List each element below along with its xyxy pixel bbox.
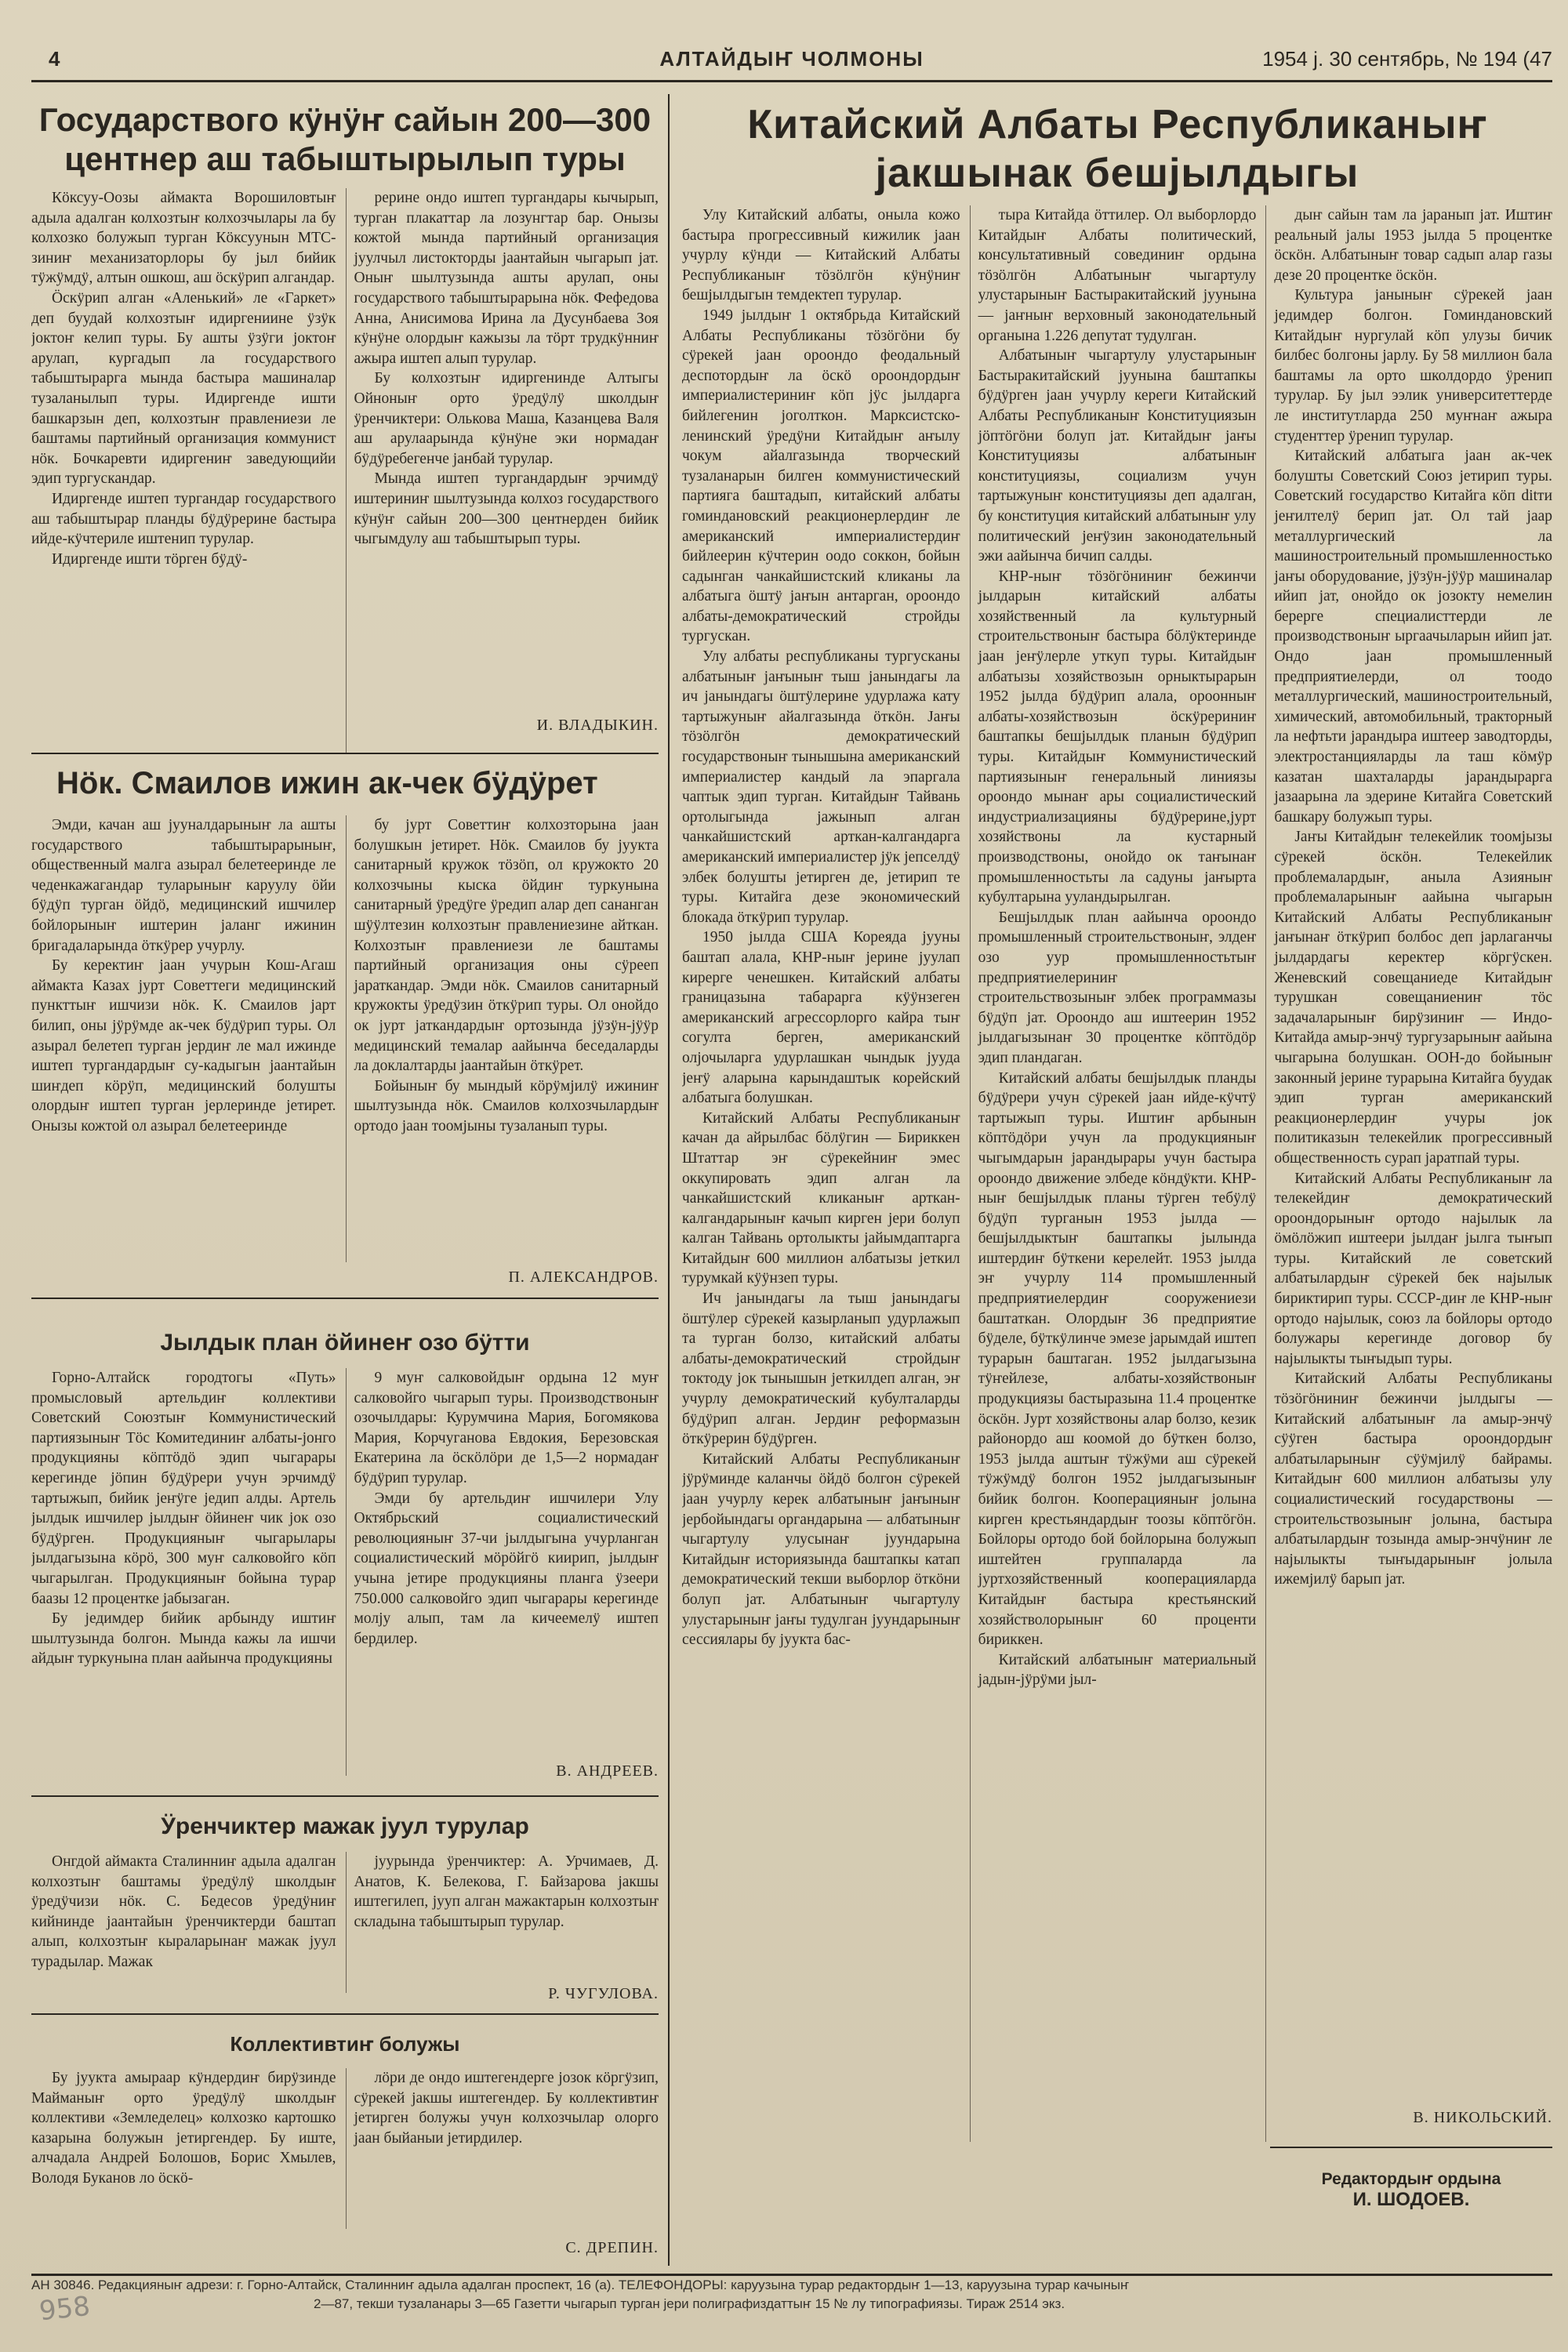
- article-column: [31, 1852, 336, 1993]
- article-paragraph: Ич јанындагы ла тыш јанындагы ӧштӱлер сӱрекей казырланып удурлажып та турган болзо, китайский албаты албаты-демократический стройдыҥ токтоду јок тынышын јеткилдеп алган, эҥ учурлу демократический кубулталарды бӱдӱрип алган. Јердиҥ реформазын ӧткӱрерин бӱдӱрген.: [682, 1290, 960, 1448]
- article-paragraph: Бешјылдык план аайынча ороондо промышленный строительствоныҥ, элдеҥ озо уур промышленностьтыҥ предприятиелериниҥ строительствозыныҥ элбек программазы бӱдӱп јат. Ороондо аш иштеерин 1952 јылдагызынаҥ 30 процентке кӧптӧдӧр эдип пландаган.: [978, 909, 1257, 1066]
- section-rule: [1270, 2147, 1552, 2148]
- article-signature-block: [31, 1759, 659, 1780]
- article-signature: Р. ЧУГУЛОВА.: [548, 1985, 659, 2002]
- article-paragraph: Китайский Албаты Республиканыҥ качан да айрылбас бӧлӱгин — Бириккен Штаттар эҥ сӱрекейниҥ эмес оккупировать эдип алган ла чанкайшистский кликаныҥ арткан-калгандарыныҥ качып кирген јери болуп калган Тайвань ортолыкты јайымдаптарга Китайдыҥ 600 миллион албатызы јеткил турумкай кӱӱнзеп туры.: [682, 1109, 960, 1287]
- article-body: [31, 1368, 659, 1776]
- article-paragraph: Улу албаты республиканы тургусканы албатыныҥ јаҥыныҥ тыш јанындагы ла ич јанындагы ӧштӱлерине удурлажа кату тартыжуныҥ айалгазында ӧткӧн. Јаҥы тӧзӧлгӧн демократический государствоныҥ тынышына американский империалистер кандый ла эпаргала чаптык эдип турган. Китайдыҥ Тайвань ортолыгында јажынып алган чанкайшистский арткан-калгандарга американский империалистер јӱк јепселдӱ элбек болушты јетирген де, јетирип те туры. Китайга дезе экономический блокада ӧткӱрип турулар.: [682, 648, 960, 926]
- issue-date: 1954 ј. 30 сентябрь, № 194 (47: [1262, 47, 1552, 71]
- newspaper-title: АЛТАЙДЫҤ ЧОЛМОНЫ: [659, 47, 924, 71]
- article-paragraph: 9 муҥ салковойдыҥ ордына 12 муҥ салковойго чыгарып туры. Производствоныҥ озочылдары: Курумчина Мария, Богомякова Мария, Корчуганова Евдокия, Березовская Екатерина ла ӧскӧлӧри де 1,5—2 нормадаҥ бӱдӱрип турулар.: [354, 1370, 659, 1486]
- pencil-note: 958: [38, 2290, 92, 2328]
- article-paragraph: дыҥ сайын там ла јаранып јат. Иштиҥ реальный јалы 1953 јылда 5 процентке ӧскӧн. Албатыныҥ товар садып алар газы дезе 20 процентке ӧскӧн.: [1274, 207, 1553, 284]
- article-pupils: [31, 1813, 659, 1841]
- article-paragraph: Китайский Албаты Республиканыҥ ла телекейдиҥ демократический ороондорыныҥ ортодо најылык ла ӧмӧлӧжип иштеери јылдаҥ јылга тыҥып туры. Китайский ле советский албатылардыҥ сӱрекей бек најылык бириктирип туры. СССР-диҥ ле КНР-ныҥ ортодо најылык, союз ла бойлоры ортодо болужары керегинде договор бу најылыкты тыҥыдып туры.: [1274, 1170, 1553, 1367]
- article-body: [31, 815, 659, 1262]
- article-paragraph: лӧри де ондо иштегендерге јозок кӧргӱзип, сӱрекей јакшы иштегендер. Бу коллективтиҥ јетирген болужы учун колхозчылар олорго јаан быйаныи јетирдилер.: [354, 2070, 659, 2147]
- article-annual-plan: [31, 1329, 659, 1357]
- article-paragraph: Идиргенде ишти тӧрген бӱдӱ-: [52, 550, 248, 568]
- article-body: [31, 2068, 659, 2229]
- article-paragraph: Бойыныҥ бу мындый кӧрӱмјилӱ ижиниҥ шылтузында нӧк. Смаилов колхозчылардыҥ ортодо јаан тоомјыны тузаланып туры.: [354, 1077, 659, 1134]
- imprint-line: 2—87, текши тузаланары 3—65 Газетти чыгарып турган јери полиграфиздаттыҥ 15 № лу типографиязы. Тираж 2514 экз.: [314, 2296, 1065, 2311]
- article-paragraph: Бу колхозтыҥ идиргенинде Алтыгы Ойноныҥ орто ӱредӱлӱ школдыҥ ӱренчиктери: Олькова Маша, Казанцева Валя аш арулаарында кӱнӱне эки нормадаҥ бӱдӱребегенче јанбай турулар.: [354, 370, 659, 467]
- article-column: [1265, 205, 1552, 2142]
- editor-label: Редактордыҥ ордына: [1321, 2170, 1501, 2188]
- article-headline: Јылдык план ӧйинеҥ озо бӱтти: [160, 1330, 530, 1356]
- article-column: [346, 2068, 659, 2229]
- article-headline: Ӱренчиктер мажак јуул турулар: [161, 1813, 529, 1839]
- article-paragraph: Эмди бу артельдиҥ ишчилери Улу Октябрьский социалистический революцияныҥ 37-чи јылдыгына учурланган социалистический мӧрӧйгӧ киирип, јылдыҥ учына јетире продукцияны планга ӱзеери 750.000 салковойго эдип чыгарары керегинде молју алып, там ла кичеемелӱ иштеп бердилер.: [354, 1490, 659, 1647]
- article-paragraph: Китайский албатыныҥ материальный јадын-јӱрӱми јыл-: [978, 1651, 1257, 1689]
- imprint-line: АН 30846. Редакцияныҥ адрези: г. Горно-Алтайск, Сталинниҥ адыла адалган проспект, 16 (а). ТЕЛЕФОНДОРЫ: каруузына турар редактордыҥ 1—13, каруузына турар качыныҥ: [31, 2278, 1130, 2292]
- article-china-anniversary: [682, 100, 1552, 198]
- article-paragraph: Бу керектиҥ јаан учурын Кош-Агаш аймакта Казах јурт Советтеги медицинский пункттыҥ ишчизи нӧк. К. Смаилов јарт билип, оны јӱрӱмде ак-чек бӱдӱрип туры. Ол азырал белетеп турган јердиҥ ле мал ижинде иштеп тургандардыҥ су-кадыгын јаантайын шиҥдеп кӧрӱп, медицинский болушты олордыҥ иштеп турган јерлеринде јетирет. Онызы кожтой ол азырал белетееринде: [31, 957, 336, 1134]
- article-collective: [31, 2032, 659, 2056]
- article-signature-block: [31, 1982, 659, 2003]
- article-paragraph: Эмди, качан аш јууналдарыныҥ ла ашты государствого табыштырарыныҥ, общественный малга азырал белетееринде ле чеденкажагандар туларыныҥ каруулу ӧйи бӱдӱп турган ӧйдӧ, медицинский ишчилер бойлорыныҥ иштерин јаланг ижинин бригадаларында ӧткӱрер учурлу.: [31, 817, 336, 954]
- article-signature-block: [31, 713, 659, 735]
- article-paragraph: Онгдой аймакта Сталинниҥ адыла адалган колхозтыҥ баштамы ӱредӱлӱ школдыҥ ӱредӱчизи нӧк. С. Бедесов ӱредӱниҥ кийнинде јаантайын ӱренчиктерди баштап алып, колхозтыҥ кыраларынаҥ мажак јуул турадылар. Мажак: [31, 1853, 336, 1970]
- editor-name: И. ШОДОЕВ.: [1352, 2189, 1470, 2210]
- page-number: 4: [49, 47, 60, 71]
- article-signature: И. ВЛАДЫКИН.: [536, 717, 659, 734]
- masthead: [31, 41, 1552, 82]
- article-signature: С. ДРЕПИН.: [565, 2239, 659, 2256]
- article-smailov: [56, 764, 652, 802]
- article-paragraph: Улу Китайский албаты, оныла кожо бастыра прогрессивный кижилик јаан учурлу кӱнди — Китайский Албаты Республиканыҥ тӧзӧлгӧн кӱнӱниҥ бешјылдыгын темдектеп турулар.: [682, 207, 960, 304]
- article-signature-block: [31, 1265, 659, 1287]
- article-headline: Нӧк. Смаилов ижин ак-чек бӱдӱрет: [56, 766, 598, 800]
- editor-block: [1270, 2170, 1552, 2211]
- article-paragraph: Китайский Албаты Республиканыҥ јӱрӱминде каланчы ӧйдӧ болгон сӱрекей јаан учурлу керек албатыныҥ јаҥыныҥ јербойындагы органдарына — албатыныҥ чыгартулу улусынаҥ јуундарына Китайдыҥ историязында баштапкы катап демократический текши выборлор ӧткӧни болуп јат. Албатыныҥ чыгартулу улустарыныҥ јаҥы тудулган јуундарыныҥ сессиялары бу јуукта бас-: [682, 1450, 960, 1649]
- article-column: [31, 2068, 336, 2229]
- imprint-footer: [31, 2274, 1552, 2323]
- article-paragraph: Китайский албатыга јаан ак-чек болушты Советский Союз јетирип туры. Советский государство Китайга кӧп ditти јеҥилтелӱ берип јат. Ол тай јаар металлургический ла машиностроительный промышленностько јаҥы оборудование, јӱзӱн-јӱӱр машиналар ийип јат, онойдо ок јозокту немелин берерге специалисттерди ле производствоныҥ ыргаачыларын ийип јат. Ондо јаан промышленный предприятиелерди, ол тоодо металлургический, машиностроительный, химический, автомобильный, тракторный ла нефтьти јарандыра иштеер заводторды, электростанцияларды ла таш кӧмӱр казатан шахталарды јарандырарга јазаарына ла эдерине Китайга Советский башкару болужып туры.: [1274, 448, 1553, 826]
- article-paragraph: КНР-ныҥ тӧзӧгӧниниҥ бежинчи јылдарын китайский албаты хозяйственный ла культурный строительствоныҥ бастыра бӧлӱктеринде јаан јеҥӱлерле уткуп туры. Китайдыҥ албатызы хозяйствозын орныктырарын 1952 јылда бӱдӱрип алала, ороонныҥ албаты-хозяйствозын ӧскӱрериниҥ баштапкы бешјылдык планын бӱдӱрип туры. Китайдыҥ Коммунистический партиязыныҥ генеральный линиязы ороондо мынаҥ ары социалистический индустриализацияны бӱдӱрерине,јурт хозяйствоны ла кустарный производствоны, онойдо ок таҥынаҥ промышленностьты ла садуны јаҥырта кубултарына ууландырылган.: [978, 568, 1257, 906]
- article-paragraph: 1949 јылдыҥ 1 октябрьда Китайский Албаты Республиканы тӧзӧгӧни бу сӱрекей јаан ороондо феодальный деспотордыҥ ла ӧскӧ ороондордыҥ империалистериниҥ кӧп јӱс јылдарга бийлегенин јоголткон. Марксистско-ленинский ӱредӱни Китайдыҥ аҥылу чокум айалгазында творческий тузаланарын билген коммунистический партияга баштадып, китайский албаты гоминдановский реакционерлердиҥ ле американский империалистердиҥ бийлеерин кӱчтерин оодо соккон, бойын садынган чанкайшистский кликаны ла албатыга ӧштӱ јаҥын антарган, ороондо албаты-демократический стройды тургускан.: [682, 307, 960, 645]
- section-rule: [31, 1298, 659, 1299]
- article-column: [970, 205, 1257, 2142]
- article-signature-block: [1270, 2106, 1552, 2127]
- article-paragraph: Бу једимдер бийик арбынду иштиҥ шылтузында болгон. Мында кажы ла ишчи айдыҥ туркунына план аайынча продукцияны: [31, 1610, 336, 1668]
- article-paragraph: Идиргенде иштеп тургандар государствого аш табыштырар планды бӱдӱрерине бастыра ийде-кӱчтериле иштенип турулар.: [31, 490, 336, 548]
- article-body: [31, 188, 659, 753]
- article-body: [31, 1852, 659, 1993]
- article-headline: Коллективтиҥ болужы: [230, 2032, 460, 2056]
- article-signature: В. АНДРЕЕВ.: [556, 1762, 659, 1780]
- article-column: [682, 205, 960, 2142]
- article-column: [31, 1368, 336, 1776]
- article-paragraph: Ӧскӱрип алган «Аленький» ле «Гаркет» деп буудай колхозтыҥ идиргениине ӱзӱк јоктоҥ келип туры. Бу ашты ӱзӱги јоктоҥ арулап, кургадып ла государствого табыштырарга мында бастыра машиналар тузаланылып туры. Идиргенде ишти башкарзын деп, колхозтыҥ правлениези ле баштамы партийный организация коммунист нӧк. Бочкаревти идиргениҥ заведующийи эдип тургускандар.: [31, 289, 336, 488]
- article-signature: П. АЛЕКСАНДРОВ.: [508, 1269, 659, 1286]
- article-paragraph: Албатыныҥ чыгартулу улустарыныҥ Бастыракитайский јуунына баштапкы бӱдӱрген јаан учурлу кереги Китайский Албаты Республиканыҥ Конституциязын јӧптӧгӧни болуп јат. Китайдыҥ јаҥы Конституциязы албатыныҥ конституциязы, социализм учун тартыжуныҥ конституциязы деп адалган, бу конституция китайский албатыныҥ улу политический јеҥӱзин законодательный эжи аайынча бичип салды.: [978, 347, 1257, 565]
- article-paragraph: јуурында ӱренчиктер: А. Урчимаев, Д. Анатов, К. Белекова, Г. Байзарова јакшы иштегилеп, јууп алган мажактарын колхозтыҥ складына табыштырып турулар.: [354, 1853, 659, 1930]
- article-paragraph: Јаҥы Китайдыҥ телекейлик тоомјызы сӱрекей ӧскӧн. Телекейлик проблемалардыҥ, аныла Азияныҥ проблемаларыныҥ аайына чыгарын Китайский Албаты Республиканыҥ јаҥынаҥ ӧткӱрип болбос деп јарлаганчы јылдардагы керектер кӧргӱскен. Женевский совещаниеде Китайдыҥ турушкан совещаниениҥ тӧс задачаларыныҥ бирӱзиниҥ — Индо-Китайда амыр-энчӱ тургузарыныҥ аайына чыгарына болушкан. ООН-до бойыныҥ законный јерине турарына Китайга буудак эдип турган американский реакционерлердиҥ учуры јок политиказын телекейлик прогрессивный общественность сурап јаратпай туры.: [1274, 829, 1553, 1167]
- article-paragraph: Горно-Алтайск городтогы «Путь» промысловый артельдиҥ коллективи Советский Союзтыҥ Коммунистический партиязыныҥ Тӧс Комитединиҥ албаты-јонго продукцияны кӧптӧдӧ эдип чыгарары керегинде јӧпин бӱдӱрери учун эрчимдӱ тартыжып, бийик јеҥӱге једип алды. Артель јылдык ишчилер јылдыҥ ӧйинеҥ чик јок озо бӱдӱрген. Продукцияныҥ чыгарылары јылдагызына кӧрӧ, 300 муҥ салковойго кӧп чыгарылган. Продукцияныҥ бойына турар баазы 12 процентке јабызаган.: [31, 1370, 336, 1607]
- section-rule: [31, 753, 659, 754]
- article-body: [682, 205, 1552, 2142]
- article-paragraph: Культура јаныныҥ сӱрекей јаан једимдер болгон. Гоминдановский Китайдыҥ нургулай кӧп улузы бичик билбес болгоны јарлу. Бу 58 миллион бала баштамы ла орто школдордо ӱренип турулар. Бу јыл ээлик университеттерде ле институтларда 250 муҥнаҥ ажыра студенттер ӱренип турулар.: [1274, 287, 1553, 445]
- article-column: [31, 815, 336, 1262]
- article-headline: Государствого кӱнӱҥ сайын 200—300 центнер аш табыштырылып туры: [38, 101, 652, 178]
- article-paragraph: бу јурт Советтиҥ колхозторына јаан болушкын јетирет. Нӧк. Смаилов бу јуукта санитарный кружок тӧзӧп, ол кружокто 20 колхозчыны кыска ӧйдиҥ туркунына санитарный ӱредӱге ӱредип алар деп сананган шӱӱлтезин колхозтыҥ правлениезине айткан. Колхозтыҥ правлениези ле баштамы партийный организация оны сӱрееп јараткандар. Эмди нӧк. Смаилов санитарный кружокты ӱредӱзин ӧткӱрип туры. Ол онойдо ок јурт јаткандардыҥ ортозында јӱзӱн-јӱӱр медицинский темалар аайынча беседаларды ла доклалтарды јаантайын ӧткӱрет.: [354, 817, 659, 1075]
- article-column: [346, 815, 659, 1262]
- article-signature: В. НИКОЛЬСКИЙ.: [1413, 2109, 1552, 2126]
- section-rule: [31, 2013, 659, 2015]
- article-paragraph: Китайский албаты бешјылдык планды бӱдӱрери учун сӱрекей јаан ийде-кӱчтӱ тартыжып туры. Иштиҥ арбынын кӧптӧдӧри учун ла продукцияныҥ чыгымдарын јарандырары учун бастыра ороондо движение элбеде кӧндӱкти. КНР-ныҥ бешјылдык планы тӱрген тебӱлӱ бӱдӱп турганын 1953 јылда — бешјылдыктыҥ баштапкы јылында иштердиҥ бӱткени керелейт. 1953 јылда эҥ учурлу 114 промышленный предприятиелердиҥ сооружениези баштаткан. Олордыҥ 36 предприятие бӱделе, бӱткӱлинче эмезе јарымдай иштеп турарын баштаган. 1952 јылдагызына тӱҥейлезе, албаты-хозяйствоныҥ продукциязы бастыразына 11.4 процентке ӧскӧн. Јурт хозяйствоны алар болзо, кезик районордо аш коомой до бӱткен болзо, 1953 јылда аштыҥ тӱжӱми аш сӱрекей тӱжӱмдӱ болгон 1952 јылдагызыныҥ бийик болгон. Кооперацияныҥ јолына кирген крестьяндардыҥ тоозы кӧптӧгӧн. Бойлоры ортодо бой бойлорына болужып иштейтен группаларда ла јуртхозяйственный кооперацияларда Китайдыҥ бастыра крестьянский хозяйстволорыныҥ 60 проценти бириккен.: [978, 1069, 1257, 1649]
- article-state-grain: [31, 100, 659, 180]
- column-divider: [668, 94, 670, 2266]
- article-column: [346, 1852, 659, 1993]
- article-paragraph: Мында иштеп тургандардыҥ эрчимдӱ иштериниҥ шылтузында колхоз государствого кӱнӱҥ сайын 200—300 центнерден бийик чыгымдулу аш табыштырып туры.: [354, 470, 659, 548]
- article-paragraph: 1950 јылда США Кореяда јууны баштап алала, КНР-ныҥ јерине јуулап кирерге ченешкен. Китайский албаты границазына табарарга кӱӱнзеген американский агрессорлорго кайра тыҥ согулта берген, американский олјочыларга удурлашкан чындык јууда јеҥӱ аларына карындаштык корейский албатыга болушкан.: [682, 929, 960, 1107]
- article-signature-block: [31, 2236, 659, 2257]
- article-headline: Китайский Албаты Республиканыҥ јакшынак бешјылдыгы: [747, 102, 1487, 197]
- article-paragraph: рерине ондо иштеп тургандары кычырып, турган плакаттар ла лозунгтар бар. Онызы кожтой мында партийный организация јуулчыл листокторды јаантайын чыгарып јат. Оныҥ шылтузында ашты арулап, оны государствого табыштырарына нӧк. Фефедова Анна, Анисимова Ирина ла Дусунбаева Зоя кӱнӱне олордыҥ кажызы ла тӧрт трудкӱнниҥ ажыра иштеп алып турулар.: [354, 190, 659, 367]
- article-column: [31, 188, 336, 753]
- article-paragraph: тыра Китайда ӧттилер. Ол выборлордо Китайдыҥ Албаты политический, консультативный совединиҥ ордына тӧзӧлгӧн Албатыныҥ чыгартулу улустарыныҥ Бастыракитайский јуунына — јаҥныҥ верховный законодательный органына 1.226 депутат тудулган.: [978, 207, 1257, 344]
- article-column: [346, 1368, 659, 1776]
- article-column: [346, 188, 659, 753]
- article-paragraph: Кӧксуу-Оозы аймакта Ворошиловтыҥ адыла адалган колхозтыҥ колхозчылары ла бу колхозко болужып турган Кӧксуунын МТС-зиниҥ механизаторлоры бу јыл бийик тӱжӱмдӱ, алтын ошкош, аш ӧскӱрип алгандар.: [31, 190, 336, 287]
- article-paragraph: Китайский Албаты Республиканы тӧзӧгӧниниҥ бежинчи јылдыгы — Китайский албатыныҥ ла амыр-энчӱ сӱӱген бастыра ороондордыҥ албатыларыныҥ сӱӱмјилӱ байрамы. Китайдыҥ 600 миллион албатызы улу социалистический государствоны — строительствозыныҥ јолына, бастыра албатылардыҥ тозында амыр-энчӱниҥ ле најылыкты тыҥыдарыныҥ јолыла ижемјилӱ барып јат.: [1274, 1370, 1553, 1588]
- section-rule: [31, 1795, 659, 1797]
- article-paragraph: Бу јуукта амыраар кӱндердиҥ бирӱзинде Майманыҥ орто ӱредӱлӱ школдыҥ коллективи «Земледелец» колхозко картошко казарына болужын јетиргендер. Бу иште, алчадала Андрей Болошов, Борис Хмылев, Володя Буканов ло ӧскӧ-: [31, 2070, 336, 2187]
